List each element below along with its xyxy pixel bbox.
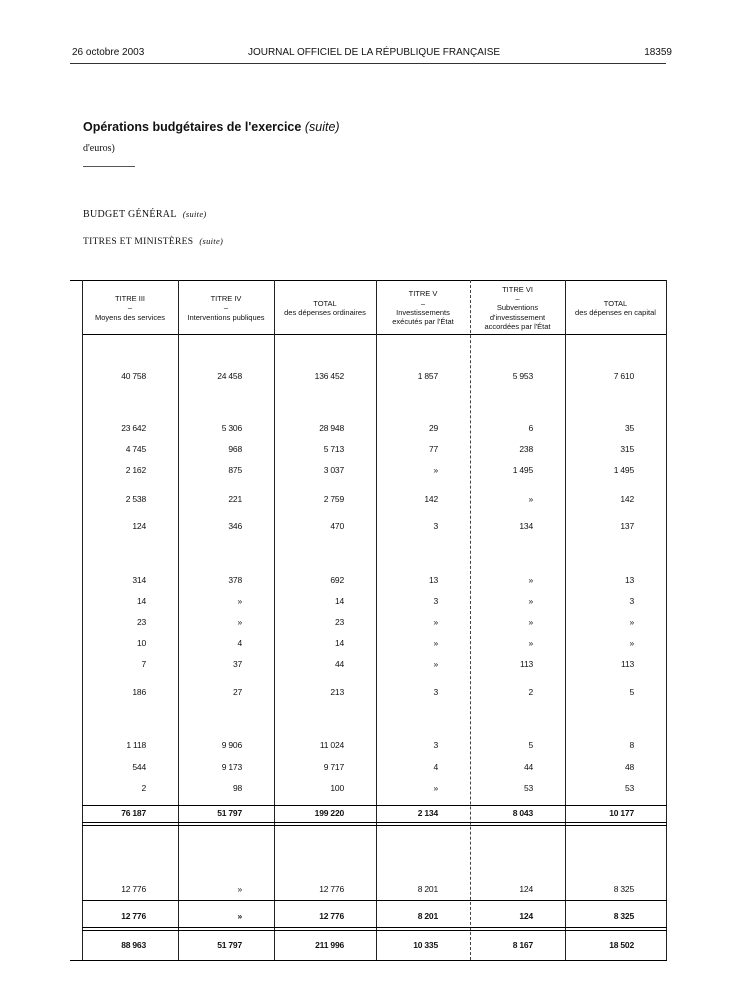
col-header-total-capital: [565, 285, 666, 331]
table-cell: 3: [433, 740, 438, 750]
document-unit: d'euros): [83, 143, 115, 154]
table-cell: 18 502: [609, 940, 634, 950]
table-cell: 9 173: [221, 762, 242, 772]
table-cell: »: [528, 575, 533, 585]
titres-label: TITRES ET MINISTÈRES: [83, 237, 194, 247]
table-cell: »: [237, 617, 242, 627]
table-cell: 124: [132, 521, 146, 531]
col-header-bottom: des dépenses ordinaires: [284, 308, 366, 317]
table-cell: 3: [629, 596, 634, 606]
budget-suffix: (suite): [182, 209, 207, 219]
table-cell: 2: [528, 687, 533, 697]
table-cell: 44: [523, 762, 533, 772]
table-cell: 27: [232, 687, 242, 697]
table-cell: 2 538: [125, 494, 146, 504]
table-cell: 37: [232, 659, 242, 669]
table-row: [0, 884, 748, 898]
short-rule: [83, 166, 135, 167]
table-row: [0, 617, 748, 631]
table-cell: 142: [620, 494, 634, 504]
table-cell: 51 797: [217, 940, 242, 950]
section-total-rule-top: [82, 900, 667, 901]
table-row: [0, 596, 748, 610]
table-total-row: [0, 808, 748, 822]
table-row: [0, 659, 748, 673]
col-header-top: TOTAL: [603, 298, 628, 308]
col-header-dash: –: [127, 303, 133, 313]
table-cell: 1 495: [613, 465, 634, 475]
table-cell: 100: [330, 783, 344, 793]
table-cell: 6: [528, 423, 533, 433]
col-header-titre-4: [178, 285, 274, 331]
col-header-bottom: Subventions d'investissement accordées par l'État: [484, 303, 551, 332]
table-cell: 8 043: [512, 808, 533, 818]
table-cell: 23: [334, 617, 344, 627]
table-cell: 10 335: [413, 940, 438, 950]
table-cell: 9 906: [221, 740, 242, 750]
table-cell: 142: [424, 494, 438, 504]
document-title: [83, 120, 340, 134]
table-cell: 4: [237, 638, 242, 648]
table-cell: 544: [132, 762, 146, 772]
table-cell: 3: [433, 687, 438, 697]
table-cell: 875: [228, 465, 242, 475]
table-row: [0, 465, 748, 479]
table-cell: 7 610: [613, 371, 634, 381]
table-cell: »: [433, 638, 438, 648]
table-row: [0, 371, 748, 385]
table-cell: 134: [519, 521, 533, 531]
table-cell: 8 167: [512, 940, 533, 950]
table-cell: 4: [433, 762, 438, 772]
table-row: [0, 762, 748, 776]
table-cell: 8 325: [613, 884, 634, 894]
budget-heading: [83, 209, 207, 220]
table-cell: »: [433, 783, 438, 793]
budget-label: BUDGET GÉNÉRAL: [83, 209, 177, 220]
table-cell: »: [528, 638, 533, 648]
table-cell: 48: [624, 762, 634, 772]
table-cell: 98: [232, 783, 242, 793]
table-cell: 11 024: [319, 740, 344, 750]
table-cell: »: [433, 617, 438, 627]
table-cell: 8 201: [417, 884, 438, 894]
table-cell: »: [433, 465, 438, 475]
table-cell: 53: [523, 783, 533, 793]
col-header-titre-5: [376, 285, 470, 331]
table-cell: 10: [136, 638, 146, 648]
table-bottom-rule: [70, 960, 667, 961]
subtotal-rule-bottom-1: [82, 822, 667, 823]
table-cell: »: [237, 596, 242, 606]
table-row: [0, 783, 748, 797]
table-cell: 12 776: [319, 911, 344, 921]
header-journal-title: JOURNAL OFFICIEL DE LA RÉPUBLIQUE FRANÇAISE: [247, 47, 501, 58]
col-header-titre-3: [82, 285, 178, 331]
table-cell: 28 948: [319, 423, 344, 433]
table-cell: 51 797: [217, 808, 242, 818]
table-cell: 186: [132, 687, 146, 697]
table-cell: 14: [136, 596, 146, 606]
table-cell: »: [237, 884, 242, 894]
table-row: [0, 521, 748, 535]
table-cell: 124: [519, 911, 533, 921]
table-cell: 13: [428, 575, 438, 585]
table-cell: »: [433, 659, 438, 669]
table-cell: 14: [334, 596, 344, 606]
table-cell: 40 758: [121, 371, 146, 381]
table-cell: 314: [132, 575, 146, 585]
table-row: [0, 638, 748, 652]
table-cell: 346: [228, 521, 242, 531]
col-header-titre-6: [470, 285, 565, 331]
table-cell: 53: [624, 783, 634, 793]
col-header-top: TOTAL: [313, 298, 337, 308]
col-header-top: TITRE IV: [210, 293, 242, 303]
table-cell: 14: [334, 638, 344, 648]
document-title-main: Opérations budgétaires de l'exercice: [83, 120, 302, 134]
table-cell: »: [629, 617, 634, 627]
col-header-bottom: des dépenses en capital: [575, 308, 656, 317]
table-cell: 13: [624, 575, 634, 585]
table-cell: 211 996: [315, 940, 344, 950]
table-cell: 2 134: [417, 808, 438, 818]
col-header-top: TITRE VI: [502, 284, 533, 294]
table-cell: 692: [330, 575, 344, 585]
table-cell: 470: [330, 521, 344, 531]
table-cell: »: [237, 911, 242, 921]
table-cell: 3: [433, 521, 438, 531]
table-top-rule: [70, 280, 667, 281]
subtotal-rule-top: [82, 805, 667, 806]
header-rule: [70, 63, 666, 64]
table-cell: 199 220: [314, 808, 344, 818]
table-cell: 23: [136, 617, 146, 627]
table-row: [0, 423, 748, 437]
table-cell: 8: [629, 740, 634, 750]
table-total-row: [0, 940, 748, 954]
titres-heading: [83, 236, 223, 247]
header-page-number: 18359: [644, 47, 672, 58]
table-cell: 4 745: [125, 444, 146, 454]
table-cell: 113: [520, 659, 533, 669]
header-date: 26 octobre 2003: [72, 47, 145, 58]
table-cell: 8 325: [613, 911, 634, 921]
table-cell: 44: [334, 659, 344, 669]
table-cell: 2 162: [125, 465, 146, 475]
table-cell: 10 177: [609, 808, 634, 818]
table-cell: »: [528, 596, 533, 606]
grand-total-rule-1: [82, 927, 667, 928]
table-cell: 12 776: [121, 884, 146, 894]
table-cell: 5: [629, 687, 634, 697]
table-cell: 3 037: [323, 465, 344, 475]
table-cell: 238: [519, 444, 533, 454]
table-cell: 378: [228, 575, 242, 585]
document-title-suffix: (suite): [304, 120, 340, 134]
table-cell: »: [629, 638, 634, 648]
subtotal-rule-bottom-2: [82, 825, 667, 826]
table-cell: 5 713: [323, 444, 344, 454]
table-row: [0, 575, 748, 589]
table-cell: 136 452: [314, 371, 344, 381]
table-cell: 5 306: [221, 423, 242, 433]
table-cell: 88 963: [121, 940, 146, 950]
table-cell: 8 201: [417, 911, 438, 921]
col-header-top: TITRE III: [115, 293, 145, 303]
table-cell: 2: [141, 783, 146, 793]
table-cell: 124: [519, 884, 533, 894]
table-cell: 23 642: [121, 423, 146, 433]
col-header-dash: –: [420, 298, 426, 308]
table-row: [0, 687, 748, 701]
table-cell: »: [528, 617, 533, 627]
table-cell: 3: [433, 596, 438, 606]
table-cell: 5: [528, 740, 533, 750]
table-cell: 968: [228, 444, 242, 454]
table-cell: »: [528, 494, 533, 504]
table-cell: 113: [621, 659, 634, 669]
table-total-row: [0, 911, 748, 925]
table-cell: 213: [330, 687, 344, 697]
table-cell: 2 759: [323, 494, 344, 504]
table-row: [0, 740, 748, 754]
table-cell: 1 495: [512, 465, 533, 475]
table-cell: 35: [624, 423, 634, 433]
table-cell: 9 717: [323, 762, 344, 772]
table-row: [0, 494, 748, 508]
table-cell: 221: [228, 494, 242, 504]
table-cell: 12 776: [121, 911, 146, 921]
table-cell: 24 458: [217, 371, 242, 381]
table-cell: 137: [620, 521, 634, 531]
table-cell: 1 118: [126, 740, 146, 750]
col-header-bottom: Investissements exécutés par l'État: [392, 308, 454, 327]
titres-suffix: (suite): [199, 236, 224, 246]
table-cell: 12 776: [319, 884, 344, 894]
grand-total-rule-2: [82, 930, 667, 931]
table-cell: 1 857: [417, 371, 438, 381]
table-cell: 29: [428, 423, 438, 433]
col-header-dash: –: [223, 303, 229, 313]
col-header-bottom: Interventions publiques: [187, 312, 265, 322]
col-header-bottom: Moyens des services: [94, 312, 166, 322]
col-header-dash: –: [515, 293, 520, 303]
col-header-total-ordinaires: [274, 285, 376, 331]
table-cell: 76 187: [121, 808, 146, 818]
table-cell: 77: [428, 444, 438, 454]
table-cell: 7: [141, 659, 146, 669]
table-cell: 315: [620, 444, 634, 454]
table-row: [0, 444, 748, 458]
table-cell: 5 953: [512, 371, 533, 381]
table-header-rule: [82, 334, 667, 335]
col-header-top: TITRE V: [408, 289, 438, 299]
